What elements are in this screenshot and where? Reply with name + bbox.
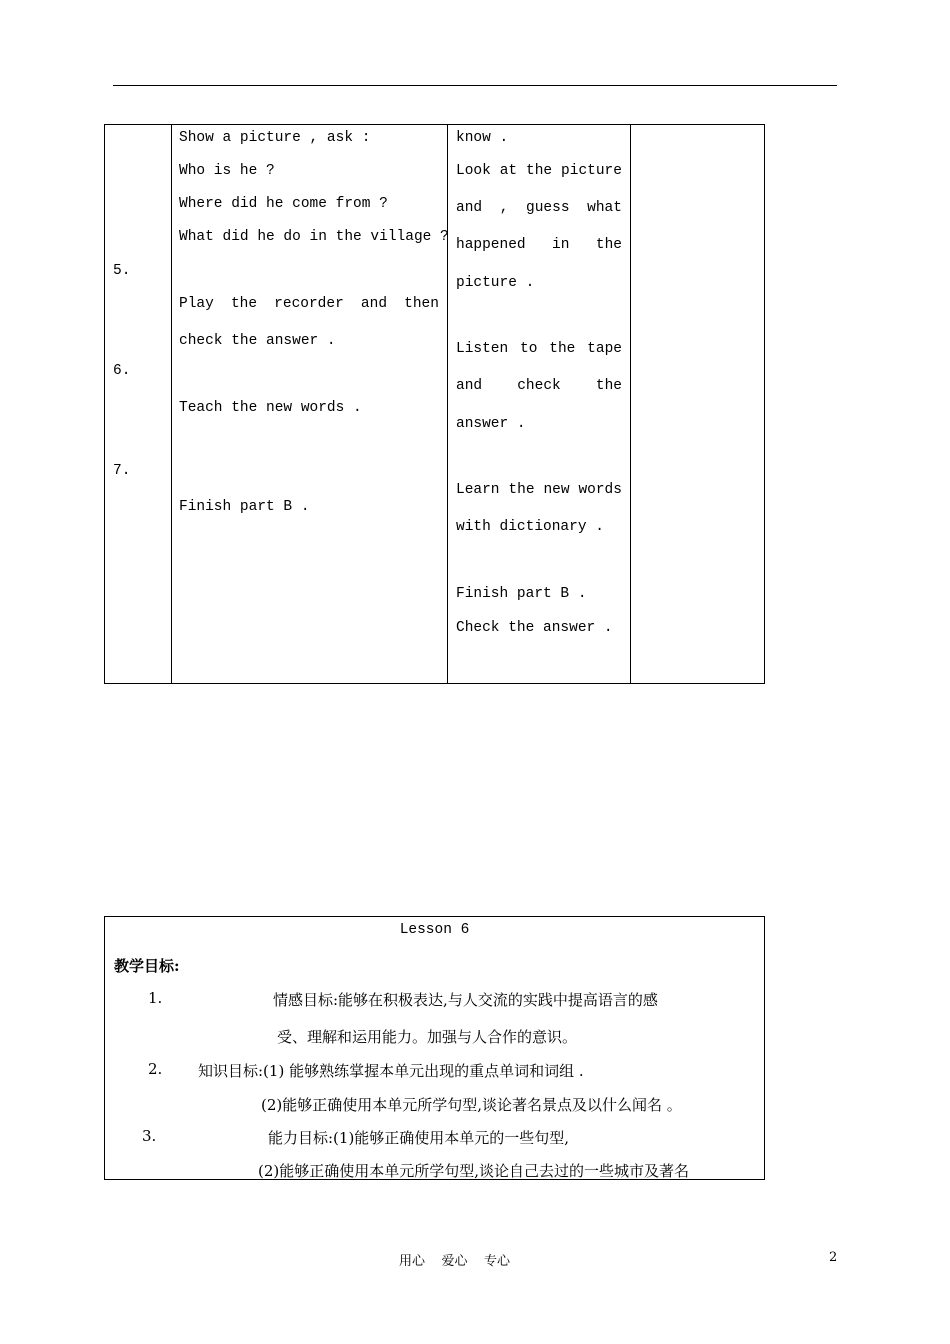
procedure-table	[104, 124, 765, 684]
word: Look	[456, 163, 491, 179]
objective-number: 3.	[142, 1127, 157, 1145]
student-activity-line: answer .	[456, 416, 526, 432]
step-number: 7.	[113, 463, 131, 479]
teacher-activity-line	[179, 296, 439, 312]
teacher-activity-line: Teach the new words .	[179, 400, 362, 416]
word: Listen	[456, 341, 509, 357]
student-activity-line	[456, 163, 622, 179]
word: then	[404, 296, 439, 312]
word: tape	[587, 341, 622, 357]
word: in	[552, 237, 570, 253]
word: Learn	[456, 482, 500, 498]
word: the	[526, 163, 553, 179]
teacher-activity-line: Where did he come from ?	[179, 196, 388, 212]
student-activity-line	[456, 341, 622, 357]
objective-number: 2.	[148, 1060, 163, 1078]
column-divider	[171, 125, 172, 683]
teacher-activity-line: What did he do in the village ?	[179, 229, 449, 245]
objective-text: (2)能够正确使用本单元所学句型,谈论著名景点及以什么闻名 。	[261, 1096, 682, 1114]
student-activity-line: know .	[456, 130, 509, 146]
objective-text: 受、理解和运用能力。加强与人合作的意识。	[277, 1028, 578, 1046]
column-divider	[630, 125, 631, 683]
lesson-objectives-table	[104, 916, 765, 1180]
student-activity-line	[456, 482, 622, 498]
word: words	[578, 482, 622, 498]
word: ,	[499, 200, 509, 216]
student-activity-line: Finish part B .	[456, 586, 587, 602]
teacher-activity-line: Finish part B .	[179, 499, 310, 515]
word: the	[549, 341, 576, 357]
objective-text: 能力目标:(1)能够正确使用本单元的一些句型,	[268, 1129, 570, 1147]
column-divider	[447, 125, 448, 683]
student-activity-line	[456, 200, 622, 216]
word: at	[499, 163, 518, 179]
word: the	[508, 482, 535, 498]
teacher-activity-line: Who is he ?	[179, 163, 275, 179]
word: picture	[561, 163, 622, 179]
word: the	[230, 296, 258, 312]
word: Play	[179, 296, 214, 312]
word: what	[587, 200, 622, 216]
word: and	[360, 296, 388, 312]
student-activity-line: picture .	[456, 275, 535, 291]
step-number: 5.	[113, 263, 131, 279]
word: to	[520, 341, 538, 357]
student-activity-line: with dictionary .	[456, 519, 604, 535]
student-activity-line: Check the answer .	[456, 620, 613, 636]
student-activity-line	[456, 237, 622, 253]
objective-number: 1.	[148, 989, 163, 1007]
word: recorder	[274, 296, 344, 312]
word: guess	[526, 200, 570, 216]
word: happened	[456, 237, 526, 253]
teacher-activity-line: check the answer .	[179, 333, 336, 349]
lesson-title: Lesson 6	[399, 922, 470, 938]
footer-motto: 用心 爱心 专心	[399, 1254, 511, 1269]
word: check	[517, 378, 561, 394]
objective-text: 知识目标:(1) 能够熟练掌握本单元出现的重点单词和词组 .	[198, 1062, 584, 1080]
header-rule	[113, 85, 837, 86]
objective-text: (2)能够正确使用本单元所学句型,谈论自己去过的一些城市及著名	[258, 1162, 690, 1180]
objectives-heading: 教学目标:	[114, 957, 180, 975]
word: new	[543, 482, 570, 498]
objective-text: 情感目标:能够在积极表达,与人交流的实践中提高语言的感	[273, 991, 658, 1009]
teacher-activity-line: Show a picture , ask :	[179, 130, 371, 146]
word: the	[595, 378, 622, 394]
step-number: 6.	[113, 363, 131, 379]
word: the	[595, 237, 622, 253]
word: and	[456, 200, 483, 216]
student-activity-line	[456, 378, 622, 394]
word: and	[456, 378, 483, 394]
page-number: 2	[829, 1250, 838, 1265]
